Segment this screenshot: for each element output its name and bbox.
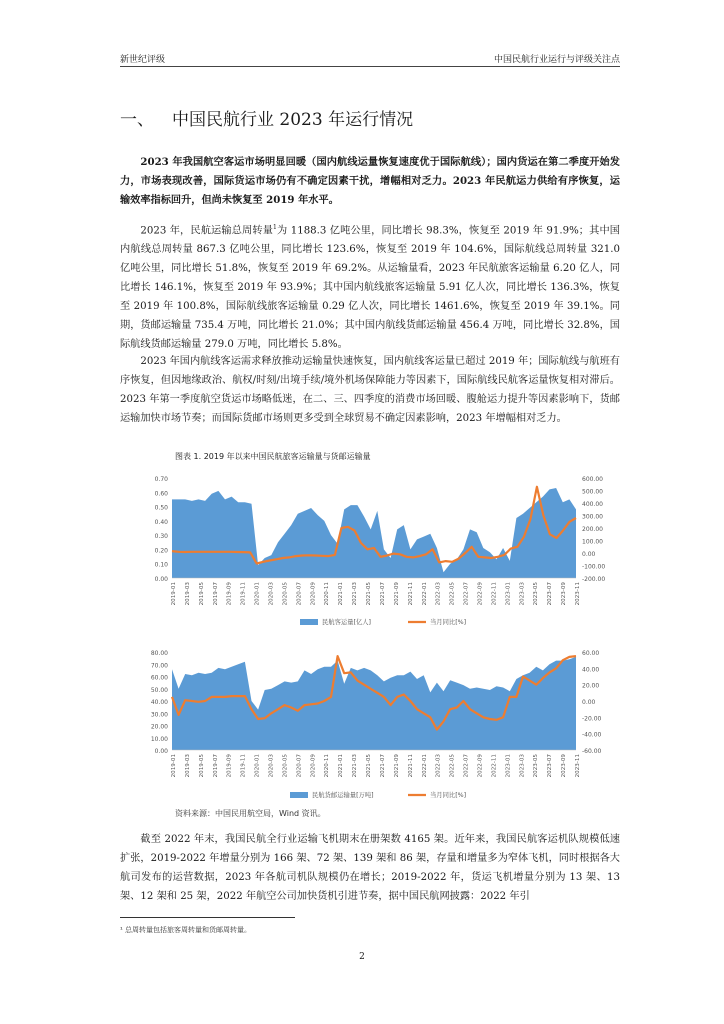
x-tick-label: 2020-09 xyxy=(310,582,317,606)
page-number: 2 xyxy=(359,952,365,962)
x-tick-label: 2022-07 xyxy=(463,582,470,606)
x-tick-label: 2022-01 xyxy=(421,754,428,778)
x-tick-label: 2019-11 xyxy=(240,582,247,606)
section-title: 中国民航行业 2023 年运行情况 xyxy=(172,110,414,130)
y-right-tick: 0.00 xyxy=(582,699,596,706)
paragraph-2 xyxy=(120,218,620,354)
x-tick-label: 2021-05 xyxy=(366,754,373,778)
y-left-tick: 80.00 xyxy=(150,650,168,657)
x-tick-label: 2020-01 xyxy=(254,582,261,606)
y-right-tick: -60.00 xyxy=(582,748,602,755)
section-number: 一、 xyxy=(120,110,154,130)
area-series xyxy=(172,488,576,578)
x-tick-label: 2023-09 xyxy=(561,754,568,778)
legend-label-area: 民航货邮运输量[万吨] xyxy=(312,792,374,799)
x-tick-label: 2021-01 xyxy=(338,582,345,606)
figure-caption: 图表 1. 2019 年以来中国民航旅客运输量与货邮运输量 xyxy=(175,452,371,461)
x-tick-label: 2020-11 xyxy=(324,582,331,606)
x-tick-label: 2023-09 xyxy=(561,582,568,606)
x-tick-label: 2019-05 xyxy=(198,754,205,778)
x-tick-label: 2021-09 xyxy=(393,754,400,778)
x-tick-label: 2022-11 xyxy=(491,754,498,778)
x-tick-label: 2019-09 xyxy=(226,582,233,606)
x-tick-label: 2023-11 xyxy=(575,754,581,778)
y-left-tick: 0.30 xyxy=(154,533,168,541)
legend-swatch-area xyxy=(300,619,318,625)
legend-swatch-area xyxy=(290,792,308,798)
x-tick-label: 2019-05 xyxy=(198,582,205,606)
y-left-tick: 30.00 xyxy=(150,711,168,719)
x-tick-label: 2022-03 xyxy=(435,582,442,606)
y-right-tick: -40.00 xyxy=(582,731,602,739)
x-tick-label: 2020-01 xyxy=(254,754,261,778)
legend-label-area: 民航客运量[亿人] xyxy=(322,619,371,626)
x-tick-label: 2022-09 xyxy=(477,582,484,606)
y-left-tick: 0.40 xyxy=(154,518,168,526)
x-tick-label: 2023-01 xyxy=(505,754,512,778)
y-right-tick: 100.00 xyxy=(582,538,603,546)
x-tick-label: 2019-03 xyxy=(184,754,191,778)
y-left-tick: 0.50 xyxy=(154,504,168,512)
x-tick-label: 2022-05 xyxy=(449,582,456,606)
paragraph-3: 2023 年国内航线客运需求释放推动运输量快速恢复，国内航线客运量已超过 2019 年；国际航线与航班有序恢复，但因地缘政治、航权/时刻/出境手续/境外机场保障能力等因素下，国际航线民航客运量恢复相对滞后。2023 年第一季度航空货运市场略低迷，在二、三、四季度的消费市场回暖、腹舱运力提升等因素影响下，货邮运输加快市场节奏；而国际货邮市场则更多受到全球贸易不确定因素影响，2023 年增幅相对乏力。 xyxy=(120,356,620,424)
y-left-tick: 10.00 xyxy=(150,735,168,743)
paragraph-4: 截至 2022 年末，我国民航全行业运输飞机期末在册架数 4165 架。近年来，我国民航客运机队规模低速扩张，2019-2022 年增量分别为 166 架、72 架、139 架和 86 架，存量和增量多为窄体飞机，同时根据各大航司发布的运营数据，2023 年各航司机队规模仍在增长；2019-2022 年，货运飞机增量分别为 13 架、13 架、12 架和 25 架，2022 年航空公司加快货机引进节奏，据中国民航网披露：2022 年引 xyxy=(120,834,620,902)
x-tick-label: 2021-03 xyxy=(352,582,359,606)
y-left-tick: 0.70 xyxy=(154,476,168,483)
section-heading xyxy=(120,105,413,130)
y-right-tick: -100.00 xyxy=(582,563,606,571)
figure-source: 资料来源：中国民用航空局，Wind 资讯。 xyxy=(175,809,326,818)
x-tick-label: 2019-09 xyxy=(226,754,233,778)
area-series xyxy=(172,657,576,750)
x-tick-label: 2020-11 xyxy=(324,754,331,778)
y-right-tick: 200.00 xyxy=(582,526,603,533)
x-tick-label: 2023-03 xyxy=(519,754,526,778)
y-right-tick: 600.00 xyxy=(582,476,603,483)
y-right-tick: 20.00 xyxy=(582,682,600,690)
summary-paragraph: 2023 年我国航空客运市场明显回暖（国内航线运量恢复速度优于国际航线）；国内货运在第二季度开始发力，市场表现改善，国际货运市场仍有不确定因素干扰，增幅相对乏力。2023 年民航运力供给有序恢复，运输效率指标回升，但尚未恢复至 2019 年水平。 xyxy=(120,156,620,206)
x-tick-label: 2022-01 xyxy=(421,582,428,606)
y-left-tick: 0.00 xyxy=(154,576,168,583)
y-left-tick: 50.00 xyxy=(150,686,168,694)
x-tick-label: 2023-03 xyxy=(519,582,526,606)
x-tick-label: 2022-03 xyxy=(435,754,442,778)
x-tick-label: 2021-05 xyxy=(366,582,373,606)
x-tick-label: 2020-05 xyxy=(282,582,289,606)
x-tick-label: 2021-11 xyxy=(407,582,414,606)
x-tick-label: 2022-05 xyxy=(449,754,456,778)
y-right-tick: 60.00 xyxy=(582,650,600,657)
x-tick-label: 2019-01 xyxy=(171,754,177,778)
y-left-tick: 70.00 xyxy=(150,662,168,670)
x-tick-label: 2020-03 xyxy=(268,582,275,606)
legend-label-line: 当月同比[%] xyxy=(430,619,467,626)
y-left-tick: 40.00 xyxy=(150,699,168,706)
legend-label-line: 当月同比[%] xyxy=(430,792,467,799)
x-tick-label: 2022-09 xyxy=(477,754,484,778)
y-left-tick: 0.60 xyxy=(154,490,168,498)
y-right-tick: -20.00 xyxy=(582,715,602,723)
y-right-tick: -200.00 xyxy=(582,576,606,583)
x-tick-label: 2021-11 xyxy=(407,754,414,778)
footnote-ref: 1 xyxy=(273,224,277,231)
x-tick-label: 2019-01 xyxy=(171,582,177,606)
x-tick-label: 2021-07 xyxy=(379,582,386,606)
x-tick-label: 2021-01 xyxy=(338,754,345,778)
x-tick-label: 2021-03 xyxy=(352,754,359,778)
x-tick-label: 2023-11 xyxy=(575,582,581,606)
y-right-tick: 500.00 xyxy=(582,488,603,496)
x-tick-label: 2019-03 xyxy=(184,582,191,606)
x-tick-label: 2023-05 xyxy=(533,754,540,778)
cargo-chart xyxy=(140,642,610,806)
x-tick-label: 2019-07 xyxy=(212,582,219,606)
x-tick-label: 2020-07 xyxy=(296,582,303,606)
y-right-tick: 40.00 xyxy=(582,666,600,674)
x-tick-label: 2020-05 xyxy=(282,754,289,778)
header-right: 中国民航行业运行与评级关注点 xyxy=(493,55,620,65)
x-tick-label: 2019-07 xyxy=(212,754,219,778)
x-tick-label: 2023-05 xyxy=(533,582,540,606)
x-tick-label: 2023-07 xyxy=(547,582,554,606)
passenger-chart xyxy=(140,466,610,638)
y-right-tick: 400.00 xyxy=(582,501,603,508)
y-left-tick: 60.00 xyxy=(150,674,168,682)
x-tick-label: 2022-07 xyxy=(463,754,470,778)
paragraph-2-b: 为 1188.3 亿吨公里，同比增长 98.3%，恢复至 2019 年 91.9%；其中国内航线总周转量 867.3 亿吨公里，同比增长 123.6%，恢复至 2019 年 104.6%，国际航线总周转量 321.0 亿吨公里，同比增长 51.8%，恢复至 2019 年 69.2%。从运输量看，2023 年民航旅客运输量 6.20 亿人，同比增长 146.1%，恢复至 2019 年 93.9%；其中国内航线旅客运输量 5.91 亿人次，同比增长 136.3%，恢复至 2019 年 100.8%，国际航线旅客运输量 0.29 亿人次，同比增长 1461.6%，恢复至 2019 年 39.1%。同期，货邮运输量 735.4 万吨，同比增长 21.0%；其中国内航线货邮运输量 456.4 万吨，同比增长 32.8%，国际航线货邮运输量 279.0 万吨，同比增长 5.8%。 xyxy=(120,225,620,351)
footnote-divider xyxy=(120,917,295,918)
x-tick-label: 2019-11 xyxy=(240,754,247,778)
x-tick-label: 2020-03 xyxy=(268,754,275,778)
x-tick-label: 2020-07 xyxy=(296,754,303,778)
x-tick-label: 2023-01 xyxy=(505,582,512,606)
paragraph-2-a: 2023 年，民航运输总周转量 xyxy=(140,225,274,237)
y-left-tick: 0.10 xyxy=(154,561,168,569)
y-left-tick: 20.00 xyxy=(150,723,168,731)
page-header xyxy=(120,50,620,67)
x-tick-label: 2020-09 xyxy=(310,754,317,778)
y-left-tick: 0.00 xyxy=(154,748,168,755)
x-tick-label: 2023-07 xyxy=(547,754,554,778)
x-tick-label: 2022-11 xyxy=(491,582,498,606)
y-right-tick: 0.00 xyxy=(582,551,596,558)
header-left: 新世纪评级 xyxy=(120,55,166,65)
y-right-tick: 300.00 xyxy=(582,513,603,521)
y-left-tick: 0.20 xyxy=(154,547,168,555)
x-tick-label: 2021-09 xyxy=(393,582,400,606)
footnote: ¹ 总周转量包括旅客周转量和货邮周转量。 xyxy=(120,926,252,934)
x-tick-label: 2021-07 xyxy=(379,754,386,778)
